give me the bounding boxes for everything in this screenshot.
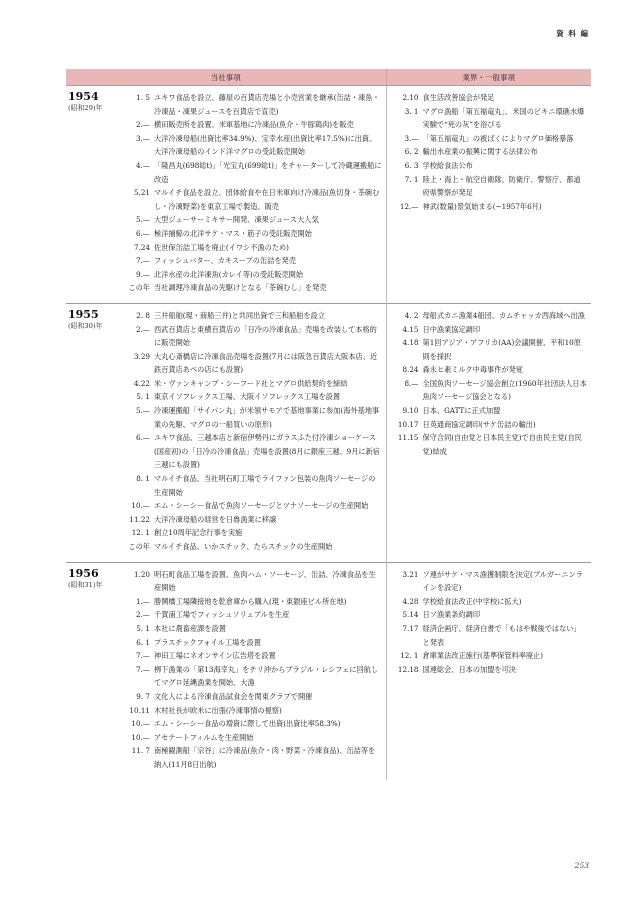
company-event xyxy=(118,213,386,227)
chronology-table xyxy=(66,69,591,780)
company-event xyxy=(118,595,386,609)
event-text: 日英通商協定調印(サケ缶詰の輸出) xyxy=(422,419,536,429)
event-date: 2.— xyxy=(135,610,150,620)
year-number: 1956 xyxy=(68,566,99,580)
industry-event xyxy=(391,431,592,458)
event-text: 東京イソフレックス工場、大阪イソフレックス工場を設置 xyxy=(154,392,341,402)
event-date: 1.20 xyxy=(133,569,150,579)
event-date: 2. 8 xyxy=(136,310,150,320)
table-header-row xyxy=(66,69,591,86)
event-date: 7.— xyxy=(135,256,150,266)
industry-event xyxy=(391,336,592,363)
event-date: 12. 1 xyxy=(131,528,150,538)
event-text: 倉庫業法改正施行(基準保管料率廃止) xyxy=(422,651,544,661)
event-date: 7.— xyxy=(135,651,150,661)
chronology-body xyxy=(66,86,591,780)
year-number: 1955 xyxy=(68,307,99,321)
event-date: 9.10 xyxy=(402,406,419,416)
company-event xyxy=(118,663,386,690)
event-date: 5.— xyxy=(135,406,150,416)
industry-event xyxy=(391,363,592,377)
event-text: 北洋水産の北洋凍魚(カレイ等)の受託販売開始 xyxy=(154,269,304,279)
page-number: 253 xyxy=(574,861,589,870)
era-name: (昭和31)年 xyxy=(68,580,103,589)
company-event xyxy=(118,281,386,295)
event-date: 6. 1 xyxy=(136,637,150,647)
event-text: 学校給食法改正(中学校に拡大) xyxy=(422,596,522,606)
event-text: 保守合同(自由党と日本民主党)で自由民主党(自民党)結成 xyxy=(422,433,582,456)
industry-event xyxy=(391,377,592,404)
year-block xyxy=(66,304,386,562)
company-event xyxy=(118,390,386,404)
company-event xyxy=(118,323,386,350)
event-text: 佐世保缶詰工場を廃止(イワシ不漁のため) xyxy=(154,242,289,252)
event-text: 極洋捕鯨の北洋サケ・マス・筋子の受託販売開始 xyxy=(154,228,312,238)
event-date: 6.— xyxy=(135,433,150,443)
event-date: 11.22 xyxy=(129,514,150,524)
event-date: 10.— xyxy=(131,719,150,729)
event-date: 11. 7 xyxy=(131,746,150,756)
event-date: 10.17 xyxy=(397,419,419,429)
year-row xyxy=(66,86,591,304)
industry-event-list xyxy=(391,563,592,685)
event-text: 学校給食法公布 xyxy=(422,160,473,170)
event-text: 日ソ漁業条約調印 xyxy=(422,610,481,620)
industry-column-header: 業界・一般事項 xyxy=(386,69,591,86)
event-date: 8.24 xyxy=(402,365,419,375)
industry-event xyxy=(391,608,592,622)
industry-events-cell xyxy=(386,86,591,304)
event-text: 南極観測船「宗谷」に冷凍品(魚介・肉・野菜・冷凍食品)、缶詰等を納入(11月8日出航) xyxy=(154,746,376,769)
event-text: 大洋冷凍母船の経営を日魯漁業に移譲 xyxy=(154,514,277,524)
event-text: ユキワ食品を設立、藤屋の百貨店売場と小売営業を継承(缶詰・凍魚・冷凍品・凍果ジュースを百貨店で直売) xyxy=(154,93,380,116)
industry-event xyxy=(391,418,592,432)
company-event xyxy=(118,91,386,118)
company-event xyxy=(118,568,386,595)
event-text: マルイチ食品、当社明石町工場でライファン包装の魚肉ソーセージの生産開始 xyxy=(154,474,376,497)
event-text: マルイチ食品を設立、団体給食や在日米軍向け冷凍品(魚切身・茶碗むし・冷凍野菜)を東京工場で製造、販売 xyxy=(154,188,380,211)
event-date: 6. 3 xyxy=(404,160,419,170)
company-event xyxy=(118,513,386,527)
industry-event xyxy=(391,105,592,132)
event-date: 3.21 xyxy=(402,569,419,579)
event-text: 「第五福竜丸」の被ばくによりマグロ価格暴落 xyxy=(422,133,574,143)
event-text: マグロ漁船「第五福竜丸」、米国のビキニ環礁水爆実験で“死の灰”を浴びる xyxy=(422,106,585,130)
event-text: プラスチックフォイル工場を設置 xyxy=(154,637,261,647)
event-date: 8. 1 xyxy=(136,474,150,484)
company-event-list xyxy=(118,86,386,303)
event-date: 5. 1 xyxy=(136,623,150,633)
era-name: (昭和29)年 xyxy=(68,104,103,112)
company-event-list xyxy=(118,563,386,780)
event-text: 「隆昌丸(698総t)」「光宝丸(699総t)」をチャーターして冷蔵運搬船に改造 xyxy=(154,160,382,184)
event-text: 日本、GATTに正式加盟 xyxy=(422,406,501,416)
event-date: 7. 1 xyxy=(404,174,419,184)
industry-event xyxy=(391,595,592,609)
event-date: 4.28 xyxy=(402,596,419,606)
company-event xyxy=(118,540,386,554)
event-text: 経済企画庁、経済白書で「もはや戦後ではない」と発表 xyxy=(422,623,581,647)
event-date: 7.17 xyxy=(402,623,419,633)
industry-events-cell xyxy=(386,562,591,779)
industry-event xyxy=(391,663,592,677)
company-event xyxy=(118,186,386,213)
company-event xyxy=(118,159,386,186)
event-text: 第1回アジア・アフリカ(AA)会議開催、平和10原則を採択 xyxy=(422,338,581,361)
event-text: 食生活改善協会が発足 xyxy=(422,93,495,102)
event-date: 2.— xyxy=(135,324,150,334)
industry-event xyxy=(391,309,592,323)
industry-event xyxy=(391,323,592,337)
company-event xyxy=(118,241,386,255)
era-name: (昭和30)年 xyxy=(68,321,103,330)
industry-event xyxy=(391,622,592,649)
year-block xyxy=(66,563,386,780)
company-event xyxy=(118,472,386,499)
company-event xyxy=(118,132,386,159)
event-text: 全国魚肉ソーセージ協会創立(1960年社団法人日本魚肉ソーセージ協会となる) xyxy=(422,378,587,402)
company-event xyxy=(118,608,386,622)
company-event xyxy=(118,350,386,377)
company-event xyxy=(118,254,386,268)
company-event xyxy=(118,404,386,431)
company-event xyxy=(118,704,386,718)
event-date: 7.— xyxy=(135,664,150,674)
company-event xyxy=(118,227,386,241)
event-text: 冷凍運搬船「サイパン丸」が米領サモアで基地事業に参加(海外基地事業の先駆、マグロの一船買いの原形) xyxy=(154,406,380,429)
event-text: 本社に農畜産課を設置 xyxy=(154,623,226,633)
event-date: 2.— xyxy=(135,120,150,130)
company-events-cell xyxy=(66,562,386,779)
event-date: 12.— xyxy=(399,201,419,211)
industry-event xyxy=(391,91,592,105)
event-text: 母船式カニ漁業4船団、カムチャッカ西海域へ出漁 xyxy=(422,310,585,320)
event-text: 国連総会、日本の加盟を可決 xyxy=(422,664,516,674)
event-date: 4. 2 xyxy=(404,310,419,320)
company-event xyxy=(118,731,386,745)
event-date: 10.— xyxy=(131,732,150,742)
event-date: 2.10 xyxy=(402,93,419,102)
industry-event xyxy=(391,132,592,146)
event-date: 10.11 xyxy=(129,705,150,715)
event-date: 3.— xyxy=(135,133,150,143)
section-label: 資 料 編 xyxy=(556,29,589,38)
event-text: 三井船舶(現・商船三井)と共同出資で三和船舶を設立 xyxy=(154,310,325,320)
event-date: 5.— xyxy=(135,215,150,225)
event-text: エム・シーシー食品で魚肉ソーセージとツナソーセージの生産開始 xyxy=(154,501,369,511)
company-event-list xyxy=(118,304,386,562)
year-number: 1954 xyxy=(68,90,99,103)
event-date: 4.22 xyxy=(133,378,150,388)
company-event xyxy=(118,690,386,704)
event-date: 9.— xyxy=(135,269,150,279)
event-text: 大丸心斎橋店に冷凍食品売場を設置(7月には阪急百貨店大阪本店、近鉄百貨店あべの店にも設置) xyxy=(154,351,378,375)
event-date: 1.— xyxy=(135,596,150,606)
event-text: フィッシュバター、カキスープの缶詰を発売 xyxy=(154,256,296,266)
company-event xyxy=(118,499,386,513)
year-label xyxy=(68,568,118,590)
company-events-cell xyxy=(66,86,386,304)
event-text: 西武百貨店と東横百貨店の「日冷の冷凍食品」売場を改装して本格的に販売開始 xyxy=(154,324,377,348)
event-text: 陸上・海上・航空自衛隊、防衛庁、警察庁、都道府県警察が発足 xyxy=(422,174,581,198)
event-text: 当社調理冷凍食品の先駆けとなる「茶碗むし」を発売 xyxy=(154,283,327,293)
industry-event xyxy=(391,159,592,173)
company-event xyxy=(118,622,386,636)
event-text: ソ連がサケ・マス漁獲制限を決定(ブルガーニンラインを設定) xyxy=(422,569,583,593)
industry-event xyxy=(391,404,592,418)
company-event xyxy=(118,717,386,731)
industry-event xyxy=(391,145,592,159)
event-date: この年 xyxy=(128,542,150,551)
industry-events-cell xyxy=(386,303,591,562)
event-text: エム・シーシー食品の増資に際して出資(出資比率58.3%) xyxy=(154,719,341,729)
event-date: 5.21 xyxy=(133,188,150,198)
event-date: 4.15 xyxy=(402,324,419,334)
event-date: 10.— xyxy=(131,501,150,511)
company-event xyxy=(118,649,386,663)
company-event xyxy=(118,526,386,540)
event-date: 1. 5 xyxy=(136,93,150,102)
event-text: 横田販売所を設置、米軍基地に冷凍品(魚介・牛豚鶏肉)を販売 xyxy=(154,120,354,130)
year-block xyxy=(66,86,386,303)
event-date: 4.18 xyxy=(402,338,419,348)
industry-event-list xyxy=(391,304,592,467)
company-event xyxy=(118,636,386,650)
event-text: 大型ジューサーミキサー開発、凍果ジュース大人気 xyxy=(154,215,319,225)
event-date: 9. 7 xyxy=(136,691,150,701)
industry-event xyxy=(391,649,592,663)
company-event xyxy=(118,309,386,323)
event-text: 創立10周年記念行事を実施 xyxy=(154,528,243,538)
event-date: 5. 1 xyxy=(136,392,150,402)
company-events-cell xyxy=(66,303,386,562)
year-row xyxy=(66,303,591,562)
event-date: 6. 2 xyxy=(404,147,419,157)
event-date: 6.— xyxy=(135,228,150,238)
company-event xyxy=(118,431,386,472)
event-date: 3.29 xyxy=(133,351,150,361)
company-event xyxy=(118,118,386,132)
event-date: 5.14 xyxy=(402,610,419,620)
industry-event-list xyxy=(391,86,592,221)
company-column-header: 当社事項 xyxy=(66,69,386,86)
event-date: 12. 1 xyxy=(400,651,419,661)
year-label xyxy=(68,91,118,113)
event-text: 千賀浦工場でフィッシュソリュブルを生産 xyxy=(154,610,290,620)
event-date: 7.24 xyxy=(133,242,150,252)
event-date: 3.— xyxy=(404,133,419,143)
industry-event xyxy=(391,173,592,200)
year-label xyxy=(68,309,118,331)
event-text: 栁下漁業の「第13海幸丸」をチリ沖からブラジル・レシフェに回航してマグロ延縄漁業を開始、大漁 xyxy=(154,664,379,688)
event-text: 森永ヒ素ミルク中毒事件が発覚 xyxy=(422,365,523,375)
event-text: 勝鬨橋工場隣接地を乾倉庫から購入(現・東銀座ビル所在地) xyxy=(154,596,347,606)
event-date: この年 xyxy=(128,283,150,293)
event-text: アセテートフィルムを生産開始 xyxy=(154,732,254,742)
event-date: 12.18 xyxy=(397,664,419,674)
event-date: 3. 1 xyxy=(404,106,419,116)
company-event xyxy=(118,268,386,282)
event-text: 大洋冷凍母船(出資比率34.9%)、宝幸水産(出資比率17.5%)に出資。大洋冷凍母船のインド洋マグロの受託販売開始 xyxy=(154,133,377,157)
event-text: 明石町食品工場を設置、魚肉ハム・ソーセージ、缶詰、冷凍食品を生産開始 xyxy=(154,569,376,593)
event-text: 輸出水産業の振興に関する法律公布 xyxy=(422,147,538,157)
company-event xyxy=(118,377,386,391)
event-text: 木村社長が欧米に出張(冷凍事情の視察) xyxy=(154,705,282,715)
year-row xyxy=(66,562,591,779)
event-date: 11.15 xyxy=(397,433,419,443)
industry-event xyxy=(391,200,592,214)
event-text: 神武(数量)景気始まる(~1957年6月) xyxy=(422,201,542,211)
industry-event xyxy=(391,568,592,595)
company-event xyxy=(118,744,386,771)
event-text: 文化人による冷凍食品試食会を関東クラブで開催 xyxy=(154,691,313,701)
event-text: 米・ヴァンキャンプ・シーフード社とマグロ供給契約を締結 xyxy=(154,378,348,388)
event-date: 8.— xyxy=(404,378,419,388)
event-text: 日中漁業協定調印 xyxy=(422,324,481,334)
event-text: ユキワ食品、三越本店と新宿伊勢丹にガラスふた付冷凍ショーケース(国産初)の「日冷の冷凍食品」売場を設置(8月に銀座三越、9月に新宿三越にも設置) xyxy=(154,433,380,470)
event-text: マルイチ食品、いかスチック、たらスチックの生産開始 xyxy=(154,542,333,551)
event-text: 神田工場にネオンサイン広告塔を設置 xyxy=(154,651,276,661)
event-date: 4.— xyxy=(135,160,150,170)
